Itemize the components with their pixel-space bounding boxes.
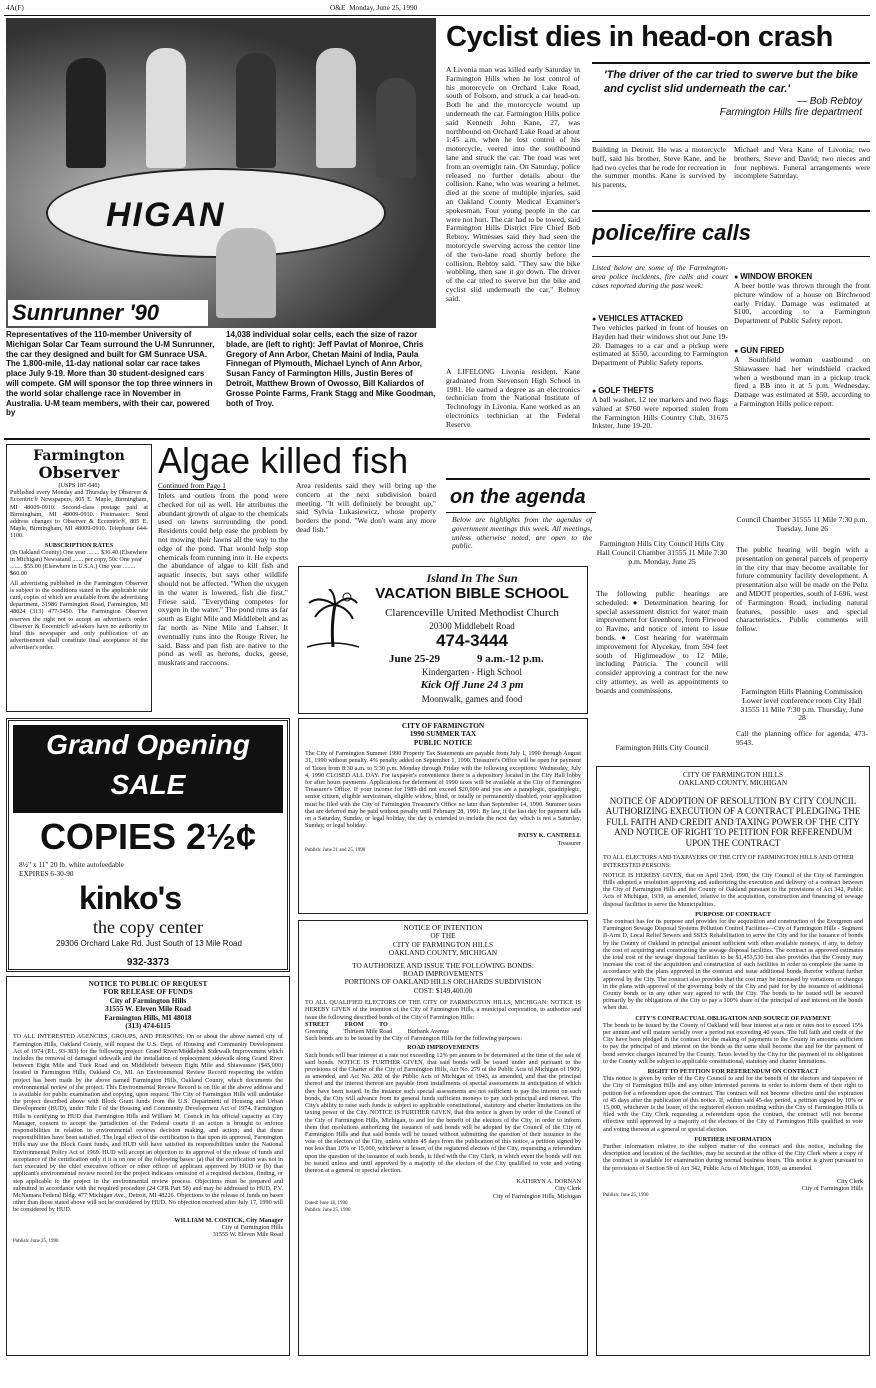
- resolution-title-3: NOTICE OF ADOPTION OF RESOLUTION BY CITY COUNCIL AUTHORIZING EXECUTION OF A CONTRACT PLEDGING THE FULL FAITH AND CREDIT AND TAXING POWER OF THE CITY AND NOTICE OF RIGHT TO PETITION FOR REFERENDUM UPON THE CONTRACT: [605, 795, 861, 848]
- resolution-para-4: This notice is given by order of the City Council to and for the benefit of the electors and taxpayers of the City of Farmington Hills and any other interested persons in order to inform them of their right to petition for a referendum upon the contract. The contract will not become effective until the expiration of 45 days after the publication of this notice. If, within said 45-day period, a petition signed by 10% or 15,000, whichever is the lesser, of the registered electors residing within the City of Farmington Hills is filed with the City Clerk requesting a referendum upon the contract, the contract will not become effective until approved by a majority of the electors of the City of Farmington Hills qualified to vote and voting thereon at a general or special election.: [603, 1075, 863, 1133]
- algae-continued: Continued from Page 1: [158, 482, 226, 490]
- kinkos-address: 29306 Orchard Lake Rd. Just South of 13 Mile Road: [56, 939, 242, 948]
- tax-notice: [298, 718, 588, 914]
- sunrunner-headline: Sunrunner '90: [8, 300, 208, 326]
- police-text-gun: A Southfield woman eastbound on Shiawassee had her windshield cracked when a westbound man in a pickup truck fired a BB into it at 5 p.m. Wednesday. Damage was estimated at $50, according to a Farmington Hills police report.: [734, 356, 870, 408]
- masthead-text: Published every Monday and Thursday by Observer & Eccentric® Newspapers, 805 E. Maple, Birmingham, MI 48009-0910. Second-class postage paid at Birmingham, MI 48009-0910. Postmaster: Send address changes to Observer & Eccentric®, 805 E. Maple, Birmingham, MI 48009-0910. Telephone 644-1100.: [10, 489, 148, 540]
- header-date: Monday, June 25, 1990: [349, 4, 418, 12]
- sunrunner-photo: [6, 18, 436, 328]
- bonds-title-6: ROAD IMPROVEMENTS: [402, 969, 484, 979]
- cyclist-col1: A Livonia man was killed early Saturday in Farmington Hills when he lost control of his motorcycle on Orchard Lake Road, south of Folsom, and struck a car head-on. Both he and the motorcycle wound up underneath the car. Farmington Hills police said Kenneth John Kane, 27, was northbound on Orchard Lake Road at about 1:45 a.m. when he lost control of his motorcycle, veered into the southbound lane and struck the car. The road was wet from an overnight rain. On Saturday, police released no further details about the collision. Kane, who was wearing a helmet, died at the scene of multiple injuries, said an Oakland County Medical Examiner's spokesman. Four young people in the car were not hurt. The car had to be towed, said Farmington Hills District Fire Chief Bob Rebtoy. Witnesses said they had seen the motorcycle swerving across the center line of the two-lane road shortly before the collision, Rebtoy said. "They saw the bike wobbling, then saw it go down. The driver of the car tried to swerve but the bike and cyclist slid underneath the car," Rebtoy said.: [446, 66, 580, 303]
- masthead-usps: (USPS 187-640): [58, 482, 100, 489]
- masthead-rates: (In Oakland County) One year ........ $36.40 (Elsewhere in Michigan) Newsstand ....... per copy, 50c One year ........ $55.00 (Elsewhere in U.S.A.) One year ........ $60.00: [10, 548, 148, 578]
- algae-col1: Inlets and outlets from the pond were checked for oil as well. He attributes the abundant growth of algae to the chemicals used on lawns surrounding the pond. Residents could help ease the problem by not mowing their lawns all the way to the edge of the pond. That would help stop chemicals from running into it. He expects the abundance of algae to kill fish and aquatic insects, but says other wildlife should not be affected. "When the oxygen in the water is lowered, fish die first," Friese said. "Everything competes for oxygen in the water." The pond runs as far south as Eight Mile and Middlebelt and as far north as Nine Mile and Lahser. It eventually runs into the Rouge River, he said. Bass and pan fish are native to the pond as well as herons, ducks, geese, muskrats and raccoons.: [158, 492, 288, 668]
- resolution-signature: City Clerk: [837, 1177, 863, 1185]
- agenda-meeting-3-text: The public hearing will begin with a presentation on general parcels of property in the city that may become available for future community facility development. A presentation also will be made on the Peltz and MDOT properties, south of I-696, west of Farmington Road, including natural features, possible uses and special characteristics. Public comments will follow.: [736, 546, 868, 634]
- vbs-times: 9 a.m.-12 p.m.: [477, 653, 544, 665]
- bonds-title-3: CITY OF FARMINGTON HILLS: [392, 939, 494, 949]
- pull-quote-title: Farmington Hills fire department: [719, 107, 862, 118]
- agenda-meeting-2: Farmington Hills City Council: [615, 744, 709, 752]
- resolution-notice: [596, 766, 870, 1356]
- resolution-para-1: NOTICE IS HEREBY GIVEN, that on April 23rd, 1990, the City Council of the City of Farmington Hills adopted a resolution approving and authorizing the execution and delivery of a contract between the City of Farmington Hills and the County of Oakland pursuant to the provisions of Act 342, Public Acts of Michigan, 1939, as amended, relative to the acquisition, construction and financing of sewage disposal facilities to serve the Municipalities.: [603, 871, 863, 908]
- release-signature: WILLIAM M. COSTICK, City Manager: [174, 1216, 283, 1224]
- kinkos-copies: COPIES 2½¢: [39, 817, 257, 857]
- bonds-signature-title-2: City of Farmington Hills, Michigan: [492, 1192, 581, 1200]
- cyclist-col2: A LIFELONG Livonia resident, Kane graduated from Stevenson High School in 1981. He earned a degree as an electronics technician from the National Institute of Technology in Livonia. Kane worked as an electronics technician at the Federal Reserve: [446, 368, 580, 429]
- agenda-meeting-3: Council Chamber 31555 11 Mile 7:30 p.m. Tuesday, June 26: [736, 516, 868, 533]
- kinkos-banner: [13, 725, 283, 813]
- resolution-para-2: The contract has for its purpose and provides for the acquisition and construction of the Evergreen and Farmington Sewage Disposal Systems Pollution Control Facilities—City of Farmington Hills - Segment II-Arm D, Local Relief Sewers and SSES Rehabilitation to serve the City and for the issuance of bonds by the County of Oakland in principal amount sufficient with other available moneys, if any, to defray the cost of acquiring and constructing the sewage disposal facilities. The contract as approved estimates the total cost of the sewage disposal facilities to be $1,453,530 but also provides that the County may increase the cost of the acquisition and construction of such facilities in order to complete the same in accordance with the plans approved in the contract and issue additional bonds therefor without further approval by the City. The contract also provides that the cost may be increased by variations or changes in the plans with approval of the governing body of the City and paid for by the issuance of additional County bonds or in any other way agreed to with the City. The bonds to be issued will be secured primarily by the obligations of the City to pay a 100% share of the principal of and interest on the bonds when due.: [603, 917, 863, 1012]
- police-heading-gun: ● GUN FIRED: [734, 346, 870, 355]
- kinkos-ad: [6, 718, 290, 972]
- masthead-rates-title: SUBSCRIPTION RATES: [44, 541, 114, 549]
- police-headline: police/fire calls: [592, 220, 751, 245]
- kinkos-phone: 932-3373: [126, 957, 170, 968]
- resolution-publish: Publish: June 25, 1990: [603, 1193, 649, 1199]
- palm-tree-icon: [307, 589, 359, 649]
- kinkos-detail: 8½" x 11" 20 lb. white autofeedable: [19, 861, 124, 869]
- vbs-name: VACATION BIBLE SCHOOL: [375, 585, 569, 602]
- police-text-window: A beer bottle was thrown through the front picture window of a house on Birchwood early Friday. Damage was estimated at $100, according to a Farmington Department of Public Safety report.: [734, 282, 870, 326]
- sunrunner-caption-col2: 14,038 individual solar cells, each the size of razor blade, are (left to right): Jeff Pavlat of Monroe, Chris Gregory of Ann Arbor, Chetan Maini of India, Paula Finnegan of Plymouth, Michael Lynch of Ann Arbor, Susan Fancy of Farmington Hills, Justin Beres of Detroit, Matthew Brown of Owosso, Bill Kaliardos of Grosse Pointe Farms, Frank Stagg and Mike Goodman, both of Troy.: [226, 330, 436, 408]
- algae-col2: Area residents said they will bring up the concern at the next subdivision board meeting. "It will definitely be brought up," said Sylvia Lukasiewicz, whose property borders the pond. "We don't want any more dead fish.": [296, 482, 436, 534]
- agenda-meeting-4-text: Call the planning office for agenda, 473-9543.: [736, 730, 868, 747]
- vbs-ad: [298, 566, 588, 714]
- car-lettering: HIGAN: [106, 196, 226, 234]
- release-signature-2: City of Farmington Hills: [221, 1223, 283, 1231]
- bonds-notice: [298, 920, 588, 1356]
- cyclist-col4: Michael and Vera Kane of Livonia; two brothers, Steve and David; two nieces and four nephews. Funeral arrangements were incomplete Saturday.: [734, 146, 870, 181]
- masthead-name-1: Farmington: [33, 448, 125, 464]
- bonds-title-7: PORTIONS OF OAKLAND HILLS ORCHARDS SUBDIVISION: [344, 977, 542, 987]
- vbs-dates: June 25-29: [389, 653, 441, 665]
- police-heading-window: ● WINDOW BROKEN: [734, 272, 870, 281]
- tax-title-2: 1990 SUMMER TAX: [409, 729, 477, 739]
- kinkos-expires: EXPIRES 6-30-90: [19, 870, 74, 878]
- section-name: O&E: [330, 4, 346, 12]
- pull-quote-text: 'The driver of the car tried to swerve but the bike and cyclist slid underneath the car.': [604, 69, 858, 95]
- agenda-meeting-1-text: The following public hearings are scheduled: ● Determination hearing for special assessment district for water main improvement for Greenbore, from Firwood to Ravine, and notice of intent to issue bonds. ● Cost hearing for watermain improvement for Alycekay, from 594 feet south of Highmeadow to 12 Mile, including Patricia. The council will consider approving a contract for the new city attorney, as well as appointments to boards and commissions.: [596, 590, 728, 695]
- bonds-text-3: Such bonds will bear interest at a rate not exceeding 12% per annum to be determined at the time of the sale of said bonds. NOTICE IS FURTHER GIVEN, that said bonds will be issued under and pursuant to the provisions of the Charter of the City of Farmington Hills, Act No. 279 of the Public Acts of Michigan of 1909, as amended, and Act No. 202 of the Public Acts of Michigan of 1943, as amended, and that the principal thereof and the interest thereon are payable from installments of special assessments in anticipation of which they have been issued. In the instance such special assessments are not sufficient to pay the interest on such bonds, the City will advance from its general funds sufficient moneys to pay such principal and interest. The City's ability to raise such funds is subject to applicable constitutional, statutory and charter limitations on the taxing power of the City. NOTICE IS FURTHER GIVEN, that this notice is given by order of the Council of the City of Farmington Hills, Michigan, to and for the benefit of the electors of the City, in order to inform them that resolutions authorizing the issuance of said bonds will be adopted by the Council of the City of Farmington Hills and that said bonds will be issued without submitting the question of their issuance to the vote of the electors of the City, unless within 45 days from the publication of this notice, a petition signed by not less than 10% or 15,000, whichever is lesser, of the registered electors of the City, requesting a referendum upon the question of the issuance of such bonds, is filed with the City Clerk, in which event the bonds will not be issued unless and until approved by a majority of the electors of the City qualified to vote and voting thereon at a general or special election.: [305, 1051, 581, 1174]
- page-number: 4A(F): [6, 4, 24, 12]
- bonds-text-2: Such bonds are to be issued by the City of Farmington Hills for the following purposes:: [305, 1035, 523, 1043]
- bonds-signature: KATHRYN A. DORNAN: [516, 1178, 581, 1186]
- kinkos-line-2: SALE: [110, 769, 186, 800]
- algae-headline: Algae killed fish: [158, 440, 409, 481]
- tax-title-3: PUBLIC NOTICE: [413, 737, 473, 747]
- tax-title-1: CITY OF FARMINGTON: [401, 721, 485, 730]
- vbs-address: 20300 Middlebelt Road: [429, 621, 515, 631]
- kinkos-tagline: the copy center: [93, 917, 203, 937]
- resolution-heading-4: FURTHER INFORMATION: [694, 1135, 772, 1143]
- vbs-title: Island In The Sun: [426, 571, 518, 585]
- bonds-dated: Dated: June 18, 1990: [305, 1200, 348, 1206]
- bonds-title-1: NOTICE OF INTENTION: [403, 923, 483, 932]
- cyclist-headline: Cyclist dies in head-on crash: [446, 21, 833, 53]
- release-signature-3: 31555 W. Eleven Mile Road: [212, 1230, 283, 1238]
- bonds-text-1: TO ALL QUALIFIED ELECTORS OF THE CITY OF FARMINGTON HILLS, MICHIGAN: NOTICE IS HEREBY GIVEN of the intention of the City of Farmington Hills, a municipal corporation, to authorize and issue the following described bonds of the City of Farmington Hills:: [305, 999, 581, 1021]
- bonds-title-5: TO AUTHORIZE AND ISSUE THE FOLLOWING BONDS:: [352, 960, 534, 970]
- resolution-heading-1: PURPOSE OF CONTRACT: [695, 910, 771, 918]
- page-header: [330, 4, 530, 12]
- police-heading-vehicles: ● VEHICLES ATTACKED: [592, 314, 728, 323]
- vbs-extras: Moonwalk, games and food: [421, 694, 523, 704]
- release-title-2: FOR RELEASE OF FUNDS: [103, 987, 193, 997]
- release-title-3: City of Farmington Hills: [109, 995, 187, 1005]
- bonds-title-2: OF THE: [430, 931, 456, 941]
- bonds-publish: Publish: June 25, 1990: [305, 1207, 351, 1213]
- police-heading-golf: ● GOLF THEFTS: [592, 386, 728, 395]
- agenda-meeting-1: Farmington Hills City Council Hills City Hall Council Chamber 31555 11 Mile 7:30 p.m. Monday, June 25: [596, 540, 728, 566]
- release-title-4: 31555 W. Eleven Mile Road: [105, 1004, 191, 1014]
- agenda-headline: on the agenda: [450, 486, 586, 508]
- resolution-title-1: CITY OF FARMINGTON HILLS: [682, 770, 784, 779]
- release-title-6: (313) 474-6115: [125, 1021, 171, 1031]
- bonds-title-4: OAKLAND COUNTY, MICHIGAN: [388, 948, 498, 958]
- vbs-grades: Kindergarten - High School: [421, 667, 523, 677]
- cyclist-col3: Building in Detroit. He was a motorcycle buff, said his brother, Steve Kane, and he had two cycles that he rode for recreation in the summer months. Kane is survived by his parents,: [592, 146, 726, 190]
- tax-text: The City of Farmington Summer 1990 Property Tax Statements are payable from July 1, 1990 through August 31, 1990 without penalty. 4% penalty added on September 1, 1990. Treasurer's Office will be open for payment of Taxes from 8:30 a.m. to 5:30 p.m. Monday through Friday with the following exceptions: Wednesday, July 4, 1990 CLOSED ALL DAY. For taxpayer's convenience there is a depository located in the City Hall lobby for after hours payments. Applications for deferment of 1990 taxes will be available at the City of Farmington Treasurer's Office. If your income for 1989 did not exceed $20,000 and you are a paraplegic, quadriplegic, senior citizen, eligible serviceman, eligible widow, blind, or totally or permanently disabled, your application must be filed with the City of Farmington Treasurer's Office no later than September 14, 1990. Summer taxes that are deferred may be paid without penalty until February 28, 1991. By law, if the last day for payment falls on a Saturday, Sunday, or legal holiday, the day is extended to include the next day which is not a Saturday, Sunday, or legal holiday.: [305, 750, 581, 830]
- police-intro: Listed below are some of the Farmington-area police incidents, fire calls and court cases reported during the past week:: [592, 264, 728, 290]
- police-text-golf: A ball washer, 12 tee markers and two flags valued at $760 were reported stolen from the Farmington Hills Country Club, 31675 Inkster, June 19-20.: [592, 396, 728, 431]
- tax-signature-title: Treasurer: [557, 839, 581, 847]
- resolution-to: TO ALL ELECTORS AND TAXPAYERS OF THE CITY OF FARMINGTON HILLS AND OTHER INTERESTED PERSONS:: [603, 854, 854, 869]
- tax-publish: Publish: June 21 and 25, 1990: [305, 847, 366, 853]
- masthead-footer: All advertising published in the Farmington Observer is subject to the conditions stated in the applicable rate card, copies of which are available from the advertising department, 31986 Farmington Road, Farmington, MI 48024 (313) 477-5450. The Farmington Observer reserves the right not to accept an advertiser's order. Observer & Eccentric® ad-takers have no authority to bind this newspaper and only publication of an advertisement shall constitute final acceptance of the advertiser's order.: [10, 579, 148, 652]
- vbs-church: Clarenceville United Methodist Church: [385, 607, 559, 619]
- kinkos-line-1: Grand Opening: [46, 729, 250, 760]
- kinkos-logo: kinko's: [79, 881, 181, 915]
- release-publish: Publish: June 25, 1990: [13, 1239, 59, 1245]
- bonds-title-8: COST: $149,400.00: [413, 985, 473, 995]
- masthead-box: [6, 444, 152, 712]
- police-text-vehicles: Two vehicles parked in front of houses on Hayden had their windows shot out June 19-20. Damages to a car and a pickup were estimated at $550, according to Farmington Department of Public Safety reports.: [592, 324, 728, 368]
- resolution-title-2: OAKLAND COUNTY, MICHIGAN: [678, 778, 788, 788]
- resolution-heading-2: CITY'S CONTRACTUAL OBLIGATION AND SOURCE OF PAYMENT: [635, 1014, 831, 1022]
- resolution-heading-3: RIGHT TO PETITION FOR REFERENDUM ON CONTRACT: [647, 1068, 819, 1075]
- resolution-para-5: Further information relative to the subject matter of the contract and this notice, including the description and location of the facilities, may be secured at the office of the City Clerk where a copy of the contract is available for examination during normal business hours. This notice is given pursuant to the provisions of Section 5b of Act 342, Public Acts of Michigan, 1939, as amended.: [603, 1143, 863, 1172]
- sunrunner-caption-col1: Representatives of the 110-member University of Michigan Solar Car Team surround the U-M Sunrunner, the car they designed and built for GM Sunrace USA. The 1,800-mile, 11-day national solar car race takes place July 9-19. More than 30 student-designed cars will compete. GM will sponsor the top three winners in the world solar challenge race in November in Australia. U-M team members, with their car, powered by: [6, 330, 215, 418]
- bonds-signature-title-1: City Clerk: [555, 1185, 581, 1193]
- pull-quote: [592, 62, 870, 142]
- bonds-street-header: STREET FROM TO: [305, 1020, 388, 1028]
- masthead-name-2: Observer: [38, 463, 120, 482]
- agenda-intro: Below are highlights from the agendas of government meetings this week. All meetings, unless otherwise noted, are open to the public.: [452, 516, 592, 551]
- release-title-5: Farmington Hills, MI 48018: [104, 1012, 192, 1022]
- release-text: TO ALL INTERESTED AGENCIES, GROUPS, AND PERSONS: On or about the above named city of Farmington Hills, Oakland County, will request the U.S. Dept. of Housing and Community Development Act of 1974 (P.L. 93-383) for the following project: Grand River/Middlebelt Sidewalk Improvement which includes the removal of damaged sidewalk and the installation of replacement sidewalk along Grand River between Eight Mile and Tuck Road and on Middlebelt between Eight Mile and Shiawassee ($45,000) located in Farmington Hills, Oakland Co, MI. An Environmental Review Record respecting the within project has been made by the above named Farmington Hills, Oakland County, which documents the environmental review of the project. This Environmental Review Record is on file at the above address and is available for public examination and copying, upon request. The City of Farmington Hills will undertake the project described above with Block Grant funds from the U.S. Department of Housing and Urban Development (HUD), under Title I of the Housing and Community Development Act of 1974. Farmington Hills is certifying to HUD that Farmington Hills and William M. Costick in his official capacity as City Manager, consent to accept the jurisdiction of the Federal courts if an action is brought to enforce responsibilities in relation to environmental reviews decision making, and action; and that these responsibilities have been satisfied. The legal effect of the certification is that upon its approval, Farmington Hills may use the Block Grant funds, and HUD will have satisfied its responsibilities under the National Environmental Policy Act of 1969. HUD will accept an objection to its approval of the release of funds and acceptance of the certification only if it is on one of the following bases: (a) that the certification was not in fact executed by the chief executive officer or other officer of applicant approved by HUD or (b) that applicant's environmental review record for the project indicates omission of a required decision, finding, or step applicable to the project in the environmental review process. Objections must be prepared and submitted in accordance with the required procedure (24 CFR Part 58) and may be addressed to HUD, P.V. McNamara Federal Bldg. 477 Michigan Ave., Detroit, MI 48226. Objections to the release of funds on bases other than those stated above will not be considered by HUD. No objection received after July 17, 1990 will be considered by HUD.: [13, 1033, 283, 1214]
- bonds-street: Greening Thirteen Mile Road Burbank Avenue: [305, 1028, 449, 1036]
- tax-signature: PATSY K. CANTRELL: [518, 832, 581, 840]
- bonds-subheading: ROAD IMPROVEMENTS: [407, 1044, 479, 1052]
- agenda-meeting-4: Farmington Hills Planning Commission Lower level conference room City Hall 31555 11 Mile 7:30 p.m. Thursday, June 28: [740, 688, 864, 723]
- release-notice: [6, 976, 290, 1356]
- pull-quote-name: — Bob Rebtoy: [796, 96, 862, 107]
- resolution-signature-2: City of Farmington Hills: [801, 1185, 863, 1193]
- resolution-para-3: The bonds to be issued by the County of Oakland will bear interest at a rate or rates not to exceed 15% per annum and will mature serially over a period not exceeding 40 years. The full faith and credit of the City have been pledged in the contract for the making of payments to the County in amounts sufficient to pay the principal of and interest on the bonds as the same shall become due and for the payment of bond service charges incurred by the County. Taxes levied by the City for the payment of its obligations to the County will be subject to applicable constitutional, statutory and charter limitations.: [603, 1021, 863, 1065]
- release-title-1: NOTICE TO PUBLIC OF REQUEST: [88, 979, 208, 988]
- vbs-phone: 474-3444: [436, 631, 508, 650]
- vbs-kickoff: Kick Off June 24 3 pm: [420, 679, 524, 691]
